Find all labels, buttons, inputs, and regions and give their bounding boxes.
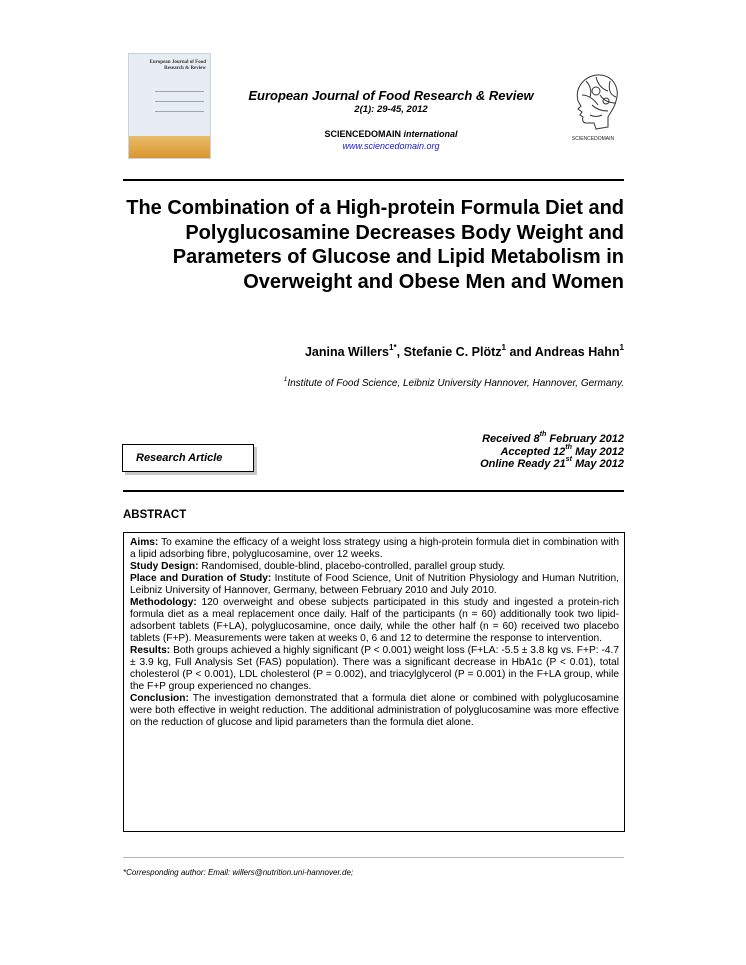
online-date: Online Ready 21st May 2012	[480, 455, 624, 470]
author-name: Andreas Hahn	[534, 345, 620, 359]
journal-url-link[interactable]: www.sciencedomain.org	[342, 141, 440, 151]
accepted-date: Accepted 12th May 2012	[500, 442, 624, 458]
author-affiliation-mark: 1	[501, 342, 507, 352]
abstract-section-aims: Aims: To examine the efficacy of a weight loss strategy using a high-protein formula diet in combination with a lipid adsorbing fibre, polyglucosamine, over 12 weeks.	[130, 537, 619, 560]
abstract-section-results: Results: Both groups achieved a highly significant (P < 0.001) weight loss (F+LA: -5.5 ± 3.8 kg vs. F+P: -4.7 ± 3.9 kg, Full Analysis Set (FAS) population). There was a significant decrease in HbA1c (P < 0.01), total cholesterol (P < 0.001), LDL cholesterol (P = 0.002), and triacylglycerol (P = 0.001) in the F+LA group, while the F+P group experienced no changes.	[130, 645, 619, 692]
cover-divider	[155, 101, 204, 102]
affiliation-text: Institute of Food Science, Leibniz University Hannover, Hannover, Germany.	[287, 378, 624, 389]
journal-cover-image	[128, 53, 211, 159]
cover-title: European Journal of Food Research & Review	[149, 60, 206, 71]
author-affiliation-mark: 1*	[388, 342, 397, 352]
publisher-suffix: international	[403, 129, 458, 139]
author-list	[123, 342, 624, 359]
abstract-section-methodology: Methodology: 120 overweight and obese subjects participated in this study and ingested a protein-rich formula diet as a meal replacement once daily. Half of the participants (n = 60) additionally took two lipid-adsorbent tablets (F+LA), polyglucosamine, once daily, while the other half (n = 60) received two placebo tablets (F+P). Measurements were taken at weeks 0, 6 and 12 to determine the response to intervention.	[130, 597, 619, 644]
abstract-section-conclusion: Conclusion: The investigation demonstrated that a formula diet alone or combined with polyglucosamine were both effective in weight reduction. The additional administration of polyglucosamine was more effective on the reduction of glucose and lipid parameters than the formula diet alone.	[130, 693, 619, 728]
affiliation-mark: 1	[283, 375, 288, 383]
author-affiliation-mark: 1	[619, 342, 624, 352]
logo-label: SCIENCEDOMAIN	[571, 136, 615, 142]
article-type-label: Research Article	[136, 452, 223, 464]
article-type-box	[122, 444, 254, 472]
publisher-name: SCIENCEDOMAIN	[324, 129, 401, 139]
abstract-box	[123, 532, 625, 832]
author-name: Janina Willers	[304, 345, 389, 359]
sciencedomain-logo-icon	[566, 71, 620, 143]
received-date: Received 8th February 2012	[482, 430, 624, 445]
cover-divider	[155, 91, 204, 92]
cover-band	[129, 136, 210, 158]
abstract-section-study-design: Study Design: Randomised, double-blind, placebo-controlled, parallel group study.	[130, 561, 506, 572]
footnote-divider	[123, 857, 624, 858]
header-divider	[123, 179, 624, 181]
cover-divider	[155, 111, 204, 112]
corresponding-author-footnote: *Corresponding author: Email: willers@nutrition.uni-hannover.de;	[123, 868, 354, 877]
publisher	[230, 129, 552, 139]
journal-title: European Journal of Food Research & Review	[248, 88, 534, 103]
author-name: Stefanie C. Plötz	[403, 345, 502, 359]
article-dates	[360, 430, 624, 471]
abstract-section-place-duration: Place and Duration of Study: Institute of Food Science, Unit of Nutrition Physiology and Human Nutrition, Leibniz University of Hannover, Germany, between February 2010 and July 2010.	[130, 573, 619, 596]
author-separator: ,	[396, 345, 404, 359]
article-title: The Combination of a High-protein Formula Diet and Polyglucosamine Decreases Body Weight and Parameters of Glucose and Lipid Metabolism in Overweight and Obese Men and Women	[126, 197, 624, 293]
author-separator: and	[506, 345, 535, 359]
section-divider	[123, 490, 624, 492]
affiliation	[123, 375, 624, 389]
journal-issue: 2(1): 29-45, 2012	[354, 104, 428, 115]
abstract-heading: ABSTRACT	[123, 509, 187, 521]
